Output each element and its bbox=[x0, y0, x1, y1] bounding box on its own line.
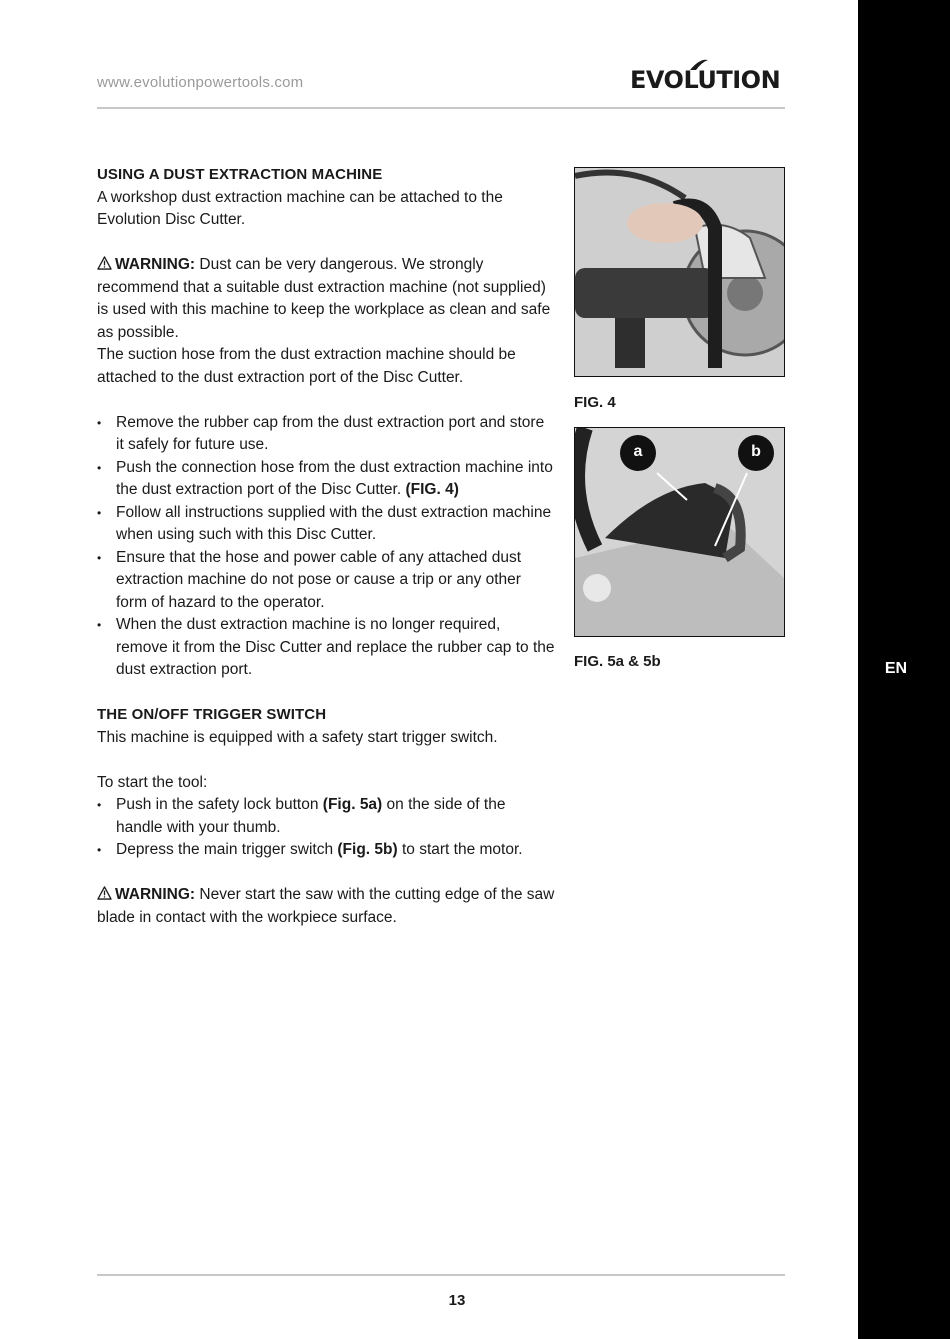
fig4-caption: FIG. 4 bbox=[574, 394, 616, 411]
warning-triangle-icon bbox=[97, 886, 112, 900]
dust-extraction-section bbox=[97, 164, 555, 682]
list-item: • Push in the safety lock button (Fig. 5a) on the side of the handle with your thumb. bbox=[97, 794, 555, 839]
dust-warning-label: WARNING: bbox=[115, 256, 196, 273]
trigger-switch-section bbox=[97, 704, 555, 929]
list-item: • Follow all instructions supplied with the dust extraction machine when using such with this Disc Cutter. bbox=[97, 502, 555, 547]
list-item: • Push the connection hose from the dust extraction machine into the dust extraction port of the Disc Cutter. (FIG. 4) bbox=[97, 457, 555, 502]
dust-warning-text: Dust can be very dangerous. We strongly recommend that a suitable dust extraction machine (not supplied) is used with this machine to keep the workplace as clean and safe as possible. bbox=[97, 256, 551, 341]
language-tab: EN bbox=[884, 660, 908, 677]
dust-bullet-list bbox=[97, 412, 555, 682]
warning-triangle-icon bbox=[97, 256, 112, 270]
disc-cutter-hose-illustration bbox=[575, 168, 784, 376]
fig5a-reference: (Fig. 5a) bbox=[322, 796, 383, 813]
suction-hose-text: The suction hose from the dust extraction machine should be attached to the dust extraction port of the Disc Cutter. bbox=[97, 346, 516, 386]
trigger-warning-label: WARNING: bbox=[115, 886, 196, 903]
fig5-photo bbox=[574, 427, 785, 637]
list-item: • Ensure that the hose and power cable of any attached dust extraction machine do not pose or cause a trip or any other form of hazard to the operator. bbox=[97, 547, 555, 615]
dust-intro: A workshop dust extraction machine can be attached to the Evolution Disc Cutter. bbox=[97, 188, 503, 228]
logo-text: EVOLUTION bbox=[630, 66, 781, 94]
dust-section-heading: USING A DUST EXTRACTION MACHINE bbox=[97, 166, 383, 183]
callout-b: b bbox=[738, 435, 774, 471]
fig4-photo bbox=[574, 167, 785, 377]
fig5b-reference: (Fig. 5b) bbox=[337, 841, 398, 858]
fig4-reference: (FIG. 4) bbox=[405, 481, 459, 498]
trigger-warning bbox=[97, 884, 555, 929]
trigger-bullet-list bbox=[97, 794, 555, 862]
trigger-intro: This machine is equipped with a safety start trigger switch. bbox=[97, 728, 498, 746]
callout-a: a bbox=[620, 435, 656, 471]
dust-warning bbox=[97, 254, 555, 344]
evolution-logo bbox=[630, 56, 790, 98]
fig5-caption: FIG. 5a & 5b bbox=[574, 653, 661, 670]
list-item: • Remove the rubber cap from the dust extraction port and store it safely for future use. bbox=[97, 412, 555, 457]
start-label: To start the tool: bbox=[97, 773, 208, 791]
trigger-warning-text: Never start the saw with the cutting edge of the saw blade in contact with the workpiece surface. bbox=[97, 886, 555, 926]
list-item: • Depress the main trigger switch (Fig. 5b) to start the motor. bbox=[97, 839, 555, 862]
trigger-section-heading: THE ON/OFF TRIGGER SWITCH bbox=[97, 706, 327, 723]
footer-divider bbox=[97, 1274, 785, 1276]
website-url: www.evolutionpowertools.com bbox=[97, 74, 304, 91]
list-item: • When the dust extraction machine is no longer required, remove it from the Disc Cutter and replace the rubber cap to the dust extraction port. bbox=[97, 614, 555, 682]
page-number: 13 bbox=[448, 1292, 466, 1309]
header-divider bbox=[97, 107, 785, 109]
